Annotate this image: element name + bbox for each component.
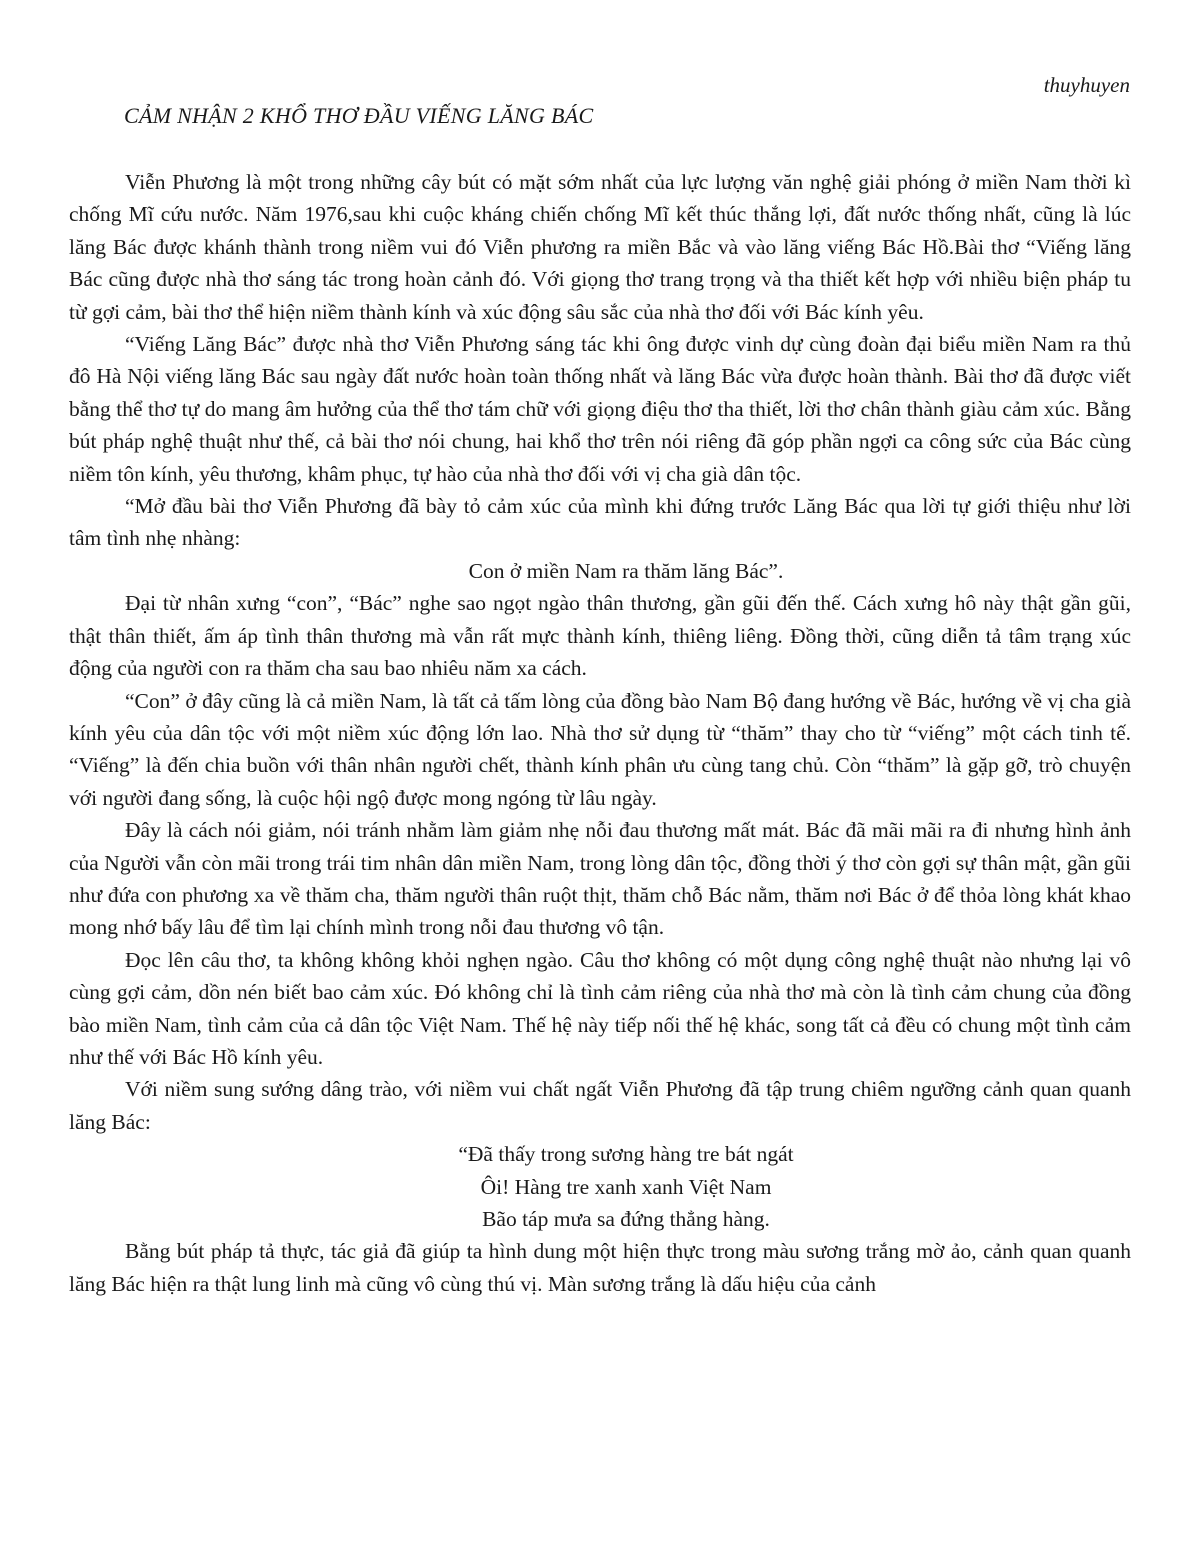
paragraph: Với niềm sung sướng dâng trào, với niềm vui chất ngất Viễn Phương đã tập trung chiêm ngưỡng cảnh quan quanh lăng Bác: xyxy=(69,1077,1131,1134)
paragraph: “Mở đầu bài thơ Viễn Phương đã bày tỏ cảm xúc của mình khi đứng trước Lăng Bác qua lời tự giới thiệu như lời tâm tình nhẹ nhàng: xyxy=(69,494,1131,551)
paragraph: Đây là cách nói giảm, nói tránh nhằm làm giảm nhẹ nỗi đau thương mất mát. Bác đã mãi mãi ra đi nhưng hình ảnh của Người vẫn còn mãi trong trái tim nhân dân miền Nam, trong lòng dân tộc, đồng thời ý thơ còn gợi sự thân mật, gần gũi như đứa con phương xa về thăm cha, thăm người thân ruột thịt, thăm chỗ Bác nằm, thăm nơi Bác ở để thỏa lòng khát khao mong nhớ bấy lâu để tìm lại chính mình trong nỗi đau thương vô tận. xyxy=(69,818,1131,940)
author-name: thuyhuyen xyxy=(1043,73,1130,97)
paragraph: “Viếng Lăng Bác” được nhà thơ Viễn Phương sáng tác khi ông được vinh dự cùng đoàn đại biểu miền Nam ra thủ đô Hà Nội viếng lăng Bác sau ngày đất nước hoàn toàn thống nhất và lăng Bác vừa được hoàn thành. Bài thơ đã được viết bằng thể thơ tự do mang âm hưởng của thể thơ tám chữ với giọng điệu thơ tha thiết, lời thơ chân thành giàu cảm xúc. Bằng bút pháp nghệ thuật như thế, cả bài thơ nói chung, hai khổ thơ trên nói riêng đã góp phần ngợi ca công sức của Bác cùng niềm tôn kính, yêu thương, khâm phục, tự hào của nhà thơ đối với vị cha già dân tộc. xyxy=(69,332,1131,486)
paragraph: “Con” ở đây cũng là cả miền Nam, là tất cả tấm lòng của đồng bào Nam Bộ đang hướng về Bác, hướng về vị cha già kính yêu của dân tộc với một niềm xúc động lớn lao. Nhà thơ sử dụng từ “thăm” thay cho từ “viếng” một cách tinh tế. “Viếng” là đến chia buồn với thân nhân người chết, thành kính phân ưu cùng tang chủ. Còn “thăm” là gặp gỡ, trò chuyện với người đang sống, là cuộc hội ngộ được mong ngóng từ lâu ngày. xyxy=(69,688,1131,810)
paragraph: Bằng bút pháp tả thực, tác giả đã giúp ta hình dung một hiện thực trong màu sương trắng mờ ảo, cảnh quan quanh lăng Bác hiện ra thật lung linh mà cũng vô cùng thú vị. Màn sương trắng là dấu hiệu của cảnh xyxy=(69,1239,1131,1296)
paragraph: Đọc lên câu thơ, ta không không khỏi nghẹn ngào. Câu thơ không có một dụng công nghệ thuật nào nhưng lại vô cùng gợi cảm, dồn nén biết bao cảm xúc. Đó không chỉ là tình cảm riêng của nhà thơ mà còn là tình cảm chung của đồng bào miền Nam, tình cảm của cả dân tộc Việt Nam. Thế hệ này tiếp nối thế hệ khác, song tất cả đều có chung một tình cảm như thế với Bác Hồ kính yêu. xyxy=(69,947,1131,1069)
document-title: CẢM NHẬN 2 KHỔ THƠ ĐẦU VIẾNG LĂNG BÁC xyxy=(124,103,594,128)
verse-line: Con ở miền Nam ra thăm lăng Bác”. xyxy=(468,558,784,583)
verse-line: “Đã thấy trong sương hàng tre bát ngát xyxy=(458,1142,794,1167)
verse-line: Bão táp mưa sa đứng thẳng hàng. xyxy=(482,1207,770,1231)
verse-line: Ôi! Hàng tre xanh xanh Việt Nam xyxy=(480,1174,772,1199)
paragraph: Viễn Phương là một trong những cây bút có mặt sớm nhất của lực lượng văn nghệ giải phóng ở miền Nam thời kì chống Mĩ cứu nước. Năm 1976,sau khi cuộc kháng chiến chống Mĩ kết thúc thắng lợi, đất nước thống nhất, cũng là lúc lăng Bác được khánh thành trong niềm vui đó Viễn phương ra miền Bắc và vào lăng viếng Bác Hồ.Bài thơ “Viếng lăng Bác cũng được nhà thơ sáng tác trong hoàn cảnh đó. Với giọng thơ trang trọng và tha thiết kết hợp với nhiều biện pháp tu từ gợi cảm, bài thơ thể hiện niềm thành kính và xúc động sâu sắc của nhà thơ đối với Bác kính yêu. xyxy=(69,170,1131,324)
document-body xyxy=(69,166,1131,1300)
paragraph: Đại từ nhân xưng “con”, “Bác” nghe sao ngọt ngào thân thương, gần gũi đến thế. Cách xưng hô này thật gần gũi, thật thân thiết, ấm áp tình thân thương mà vẫn rất mực thành kính, thiêng liêng. Đồng thời, cũng diễn tả tâm trạng xúc động của người con ra thăm cha sau bao nhiêu năm xa cách. xyxy=(69,591,1131,681)
